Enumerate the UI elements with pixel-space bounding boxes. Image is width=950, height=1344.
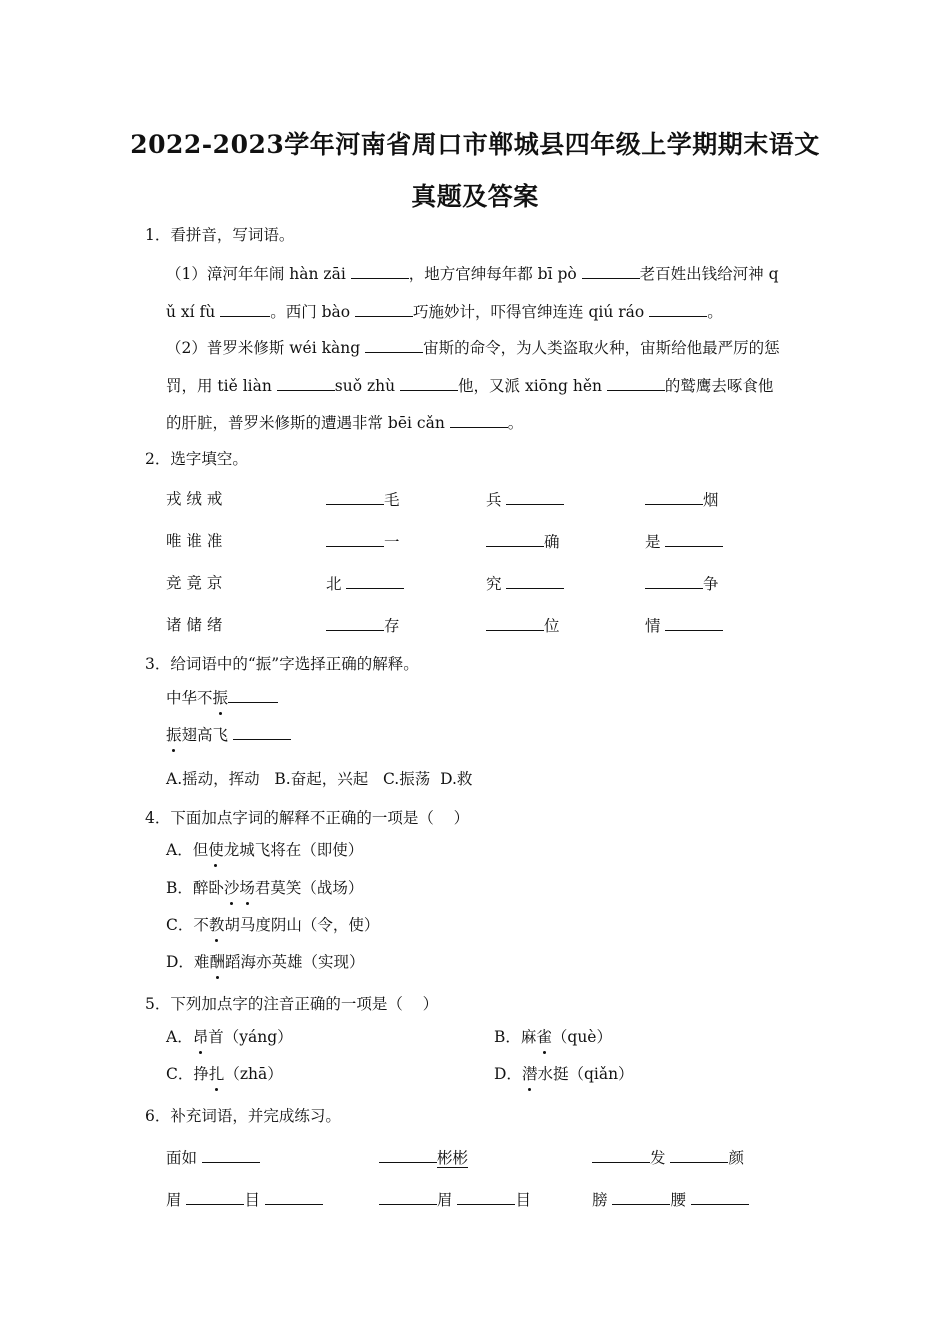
q2-row3-col2 [486, 572, 564, 595]
q4-a-pre: A．但 [166, 841, 209, 859]
q6-word: 眉 [166, 1191, 187, 1209]
q1-p2-line2 [166, 374, 773, 397]
q1-p2-text-f: 的鹫鹰去啄食他 [664, 377, 774, 395]
q1-blank-suozhu[interactable] [400, 374, 458, 391]
q4-option-b[interactable] [166, 877, 363, 899]
q2-blank[interactable] [326, 488, 384, 505]
q2-blank[interactable] [346, 572, 404, 589]
q3-heading: 3．给词语中的“振”字选择正确的解释。 [145, 655, 419, 673]
q2-row1-col2 [486, 488, 564, 511]
q1-p2-text-h: 。 [507, 414, 524, 432]
q1-p1-text-g: 。 [707, 303, 723, 321]
q2-word: 毛 [384, 491, 400, 509]
q6-word: 目 [515, 1191, 531, 1209]
q1-p1-text-c: 老百姓出钱给河神 q [639, 265, 779, 283]
q4-c-pre: C．不 [166, 916, 209, 934]
q5-b-dotted-char: 雀 [536, 1028, 552, 1046]
q4-option-d[interactable] [166, 951, 364, 973]
q1-p1-text-d: ǔ xí fù [166, 303, 221, 321]
q4-a-post: 龙城飞将在（即使） [223, 841, 364, 859]
q6-word: 膀 [592, 1191, 613, 1209]
q2-word: 北 [326, 575, 347, 593]
q6-blank[interactable] [670, 1146, 728, 1163]
q2-row3-chars: 竞 竟 京 [166, 574, 223, 592]
q5-option-d[interactable] [494, 1063, 634, 1085]
q2-word: 是 [645, 533, 666, 551]
q2-blank[interactable] [506, 572, 564, 589]
q1-blank-quxifu[interactable] [220, 300, 270, 317]
q6-r1-c3 [592, 1146, 744, 1169]
q5-option-c[interactable] [166, 1063, 283, 1085]
q1-blank-beican[interactable] [450, 411, 508, 428]
q2-word: 争 [703, 575, 719, 593]
q1-p2-text-d: suǒ zhù [334, 377, 401, 395]
q6-r2-c1 [166, 1188, 323, 1211]
q2-row2-col3 [645, 530, 723, 553]
q4-d-post: 蹈海亦英雄（实现） [224, 953, 365, 971]
q2-row3-col1 [326, 572, 404, 595]
q2-word: 存 [384, 617, 400, 635]
q6-r2-c3 [592, 1188, 749, 1211]
q2-blank[interactable] [645, 572, 703, 589]
q5-c-pre: C．挣 [166, 1065, 209, 1083]
q1-p1-text-b: ，地方官绅每年都 bī pò [408, 265, 582, 283]
q3-item2-post: 翅高飞 [181, 726, 233, 744]
q2-word: 烟 [703, 491, 719, 509]
q6-word: 颜 [728, 1149, 744, 1167]
q6-r1-c1 [166, 1146, 260, 1169]
q3-item1 [166, 686, 278, 709]
q6-blank[interactable] [691, 1188, 749, 1205]
q1-p1-text-f: 巧施妙计，吓得官绅连连 qiú ráo [413, 303, 650, 321]
q2-row4-col3 [645, 614, 723, 637]
q5-a-post: 首（yáng） [208, 1028, 293, 1046]
q5-c-dotted-char: 扎 [208, 1065, 225, 1083]
q3-item2 [166, 723, 291, 746]
q1-blank-qiurao[interactable] [649, 300, 707, 317]
q2-word: 位 [544, 617, 560, 635]
q6-blank[interactable] [612, 1188, 670, 1205]
q1-p2-line3 [166, 411, 523, 434]
q3-blank-1[interactable] [228, 686, 278, 703]
q2-blank[interactable] [645, 488, 703, 505]
q2-row4-col2 [486, 614, 560, 637]
q6-blank[interactable] [265, 1188, 323, 1205]
q5-d-post: 水挺（qiǎn） [537, 1065, 634, 1083]
q2-row4-col1 [326, 614, 400, 637]
q4-b-pre: B．醉卧 [166, 879, 224, 897]
q5-b-pre: B．麻 [494, 1028, 537, 1046]
q4-c-post: 胡马度阴山（令，使） [224, 916, 380, 934]
doc-title-line2: 真题及答案 [411, 182, 539, 211]
q5-d-pre: D． [494, 1065, 522, 1083]
q5-a-dotted-char: 昂 [192, 1028, 209, 1046]
q3-options: A.摇动，挥动 B.奋起，兴起 C.振荡 D.救 [166, 770, 473, 788]
q3-item1-dotted-char: 振 [212, 689, 229, 707]
q4-a-dotted-char: 使 [208, 841, 224, 859]
q5-c-post: （zhā） [224, 1065, 283, 1083]
q4-d-pre: D．难 [166, 953, 210, 971]
q6-blank[interactable] [592, 1146, 650, 1163]
q1-blank-xionghen[interactable] [607, 374, 665, 391]
q1-blank-bao[interactable] [355, 300, 413, 317]
q4-option-a[interactable] [166, 839, 363, 861]
q1-p1-text-a: （1）漳河年年闹 hàn zāi [166, 265, 351, 283]
q5-option-a[interactable] [166, 1026, 293, 1048]
q1-p2-text-b: 宙斯的命令，为人类盗取火种，宙斯给他最严厉的惩 [423, 339, 780, 357]
q2-row1-col1 [326, 488, 400, 511]
q3-blank-2[interactable] [233, 723, 291, 740]
q2-blank[interactable] [326, 614, 384, 631]
q6-heading: 6．补充词语，并完成练习。 [145, 1107, 341, 1125]
q2-heading: 2．选字填空。 [145, 450, 248, 468]
q1-blank-hanzai[interactable] [351, 262, 409, 279]
q2-word: 究 [486, 575, 507, 593]
q4-c-dotted-char: 教 [208, 916, 225, 934]
q6-r1-c2 [379, 1146, 468, 1169]
q1-p2-text-a: （2）普罗米修斯 wéi kàng [166, 339, 366, 357]
q6-word: 彬彬 [437, 1149, 469, 1167]
q6-blank[interactable] [457, 1188, 515, 1205]
q6-blank[interactable] [202, 1146, 260, 1163]
q4-b-post: 君莫笑（战场） [254, 879, 364, 897]
q1-p2-text-e: 他，又派 xiōng hěn [458, 377, 607, 395]
q1-blank-weikang[interactable] [365, 336, 423, 353]
q6-word: 目 [244, 1191, 265, 1209]
q5-option-b[interactable] [494, 1026, 612, 1048]
q6-word: 眉 [437, 1191, 458, 1209]
q1-p1-text-e: 。西门 bào [270, 303, 356, 321]
q5-b-post: （què） [551, 1028, 612, 1046]
q2-blank[interactable] [506, 488, 564, 505]
q2-blank[interactable] [486, 530, 544, 547]
q6-r2-c2 [379, 1188, 531, 1211]
q2-word: 一 [384, 533, 400, 551]
q6-blank[interactable] [379, 1146, 437, 1163]
q4-d-dotted-char: 酬 [209, 953, 225, 971]
q2-row1-chars: 戎 绒 戒 [166, 490, 223, 508]
q2-blank[interactable] [486, 614, 544, 631]
q2-row2-col2 [486, 530, 560, 553]
q5-d-dotted-char: 潜 [521, 1065, 538, 1083]
q6-blank[interactable] [379, 1188, 437, 1205]
q4-option-c[interactable] [166, 914, 379, 936]
q2-word: 兵 [486, 491, 507, 509]
q4-b-dotted-char-1: 沙 [223, 879, 240, 897]
q2-blank[interactable] [665, 614, 723, 631]
q4-heading: 4．下面加点字词的解释不正确的一项是（ ） [145, 809, 470, 827]
q5-heading: 5．下列加点字的注音正确的一项是（ ） [145, 995, 439, 1013]
q3-item2-dotted-char: 振 [166, 726, 182, 744]
q6-blank[interactable] [186, 1188, 244, 1205]
q2-blank[interactable] [326, 530, 384, 547]
doc-title-line1: 2022-2023学年河南省周口市郸城县四年级上学期期末语文 [130, 130, 820, 159]
q6-word: 发 [650, 1149, 671, 1167]
q4-b-dotted-char-2: 场 [239, 879, 255, 897]
q1-p1-line1 [166, 262, 779, 285]
q1-blank-bipo[interactable] [582, 262, 640, 279]
q1-p1-line2 [166, 300, 723, 323]
q1-p2-text-g: 的肝脏，普罗米修斯的遭遇非常 bēi cǎn [166, 414, 450, 432]
q1-p2-text-c: 罚，用 tiě liàn [166, 377, 277, 395]
q2-word: 情 [645, 617, 666, 635]
q5-a-pre: A． [166, 1028, 193, 1046]
q2-row4-chars: 诸 储 绪 [166, 616, 223, 634]
q6-word: 面如 [166, 1149, 202, 1167]
q1-heading: 1．看拼音，写词语。 [145, 226, 295, 244]
q1-p2-line1 [166, 336, 780, 359]
q2-word: 确 [544, 533, 560, 551]
q1-blank-tielian[interactable] [277, 374, 335, 391]
q2-blank[interactable] [665, 530, 723, 547]
q2-row2-col1 [326, 530, 400, 553]
q6-word: 腰 [670, 1191, 691, 1209]
q3-item1-pre: 中华不 [166, 689, 213, 707]
q2-row2-chars: 唯 谁 准 [166, 532, 223, 550]
q2-row1-col3 [645, 488, 719, 511]
q2-row3-col3 [645, 572, 719, 595]
